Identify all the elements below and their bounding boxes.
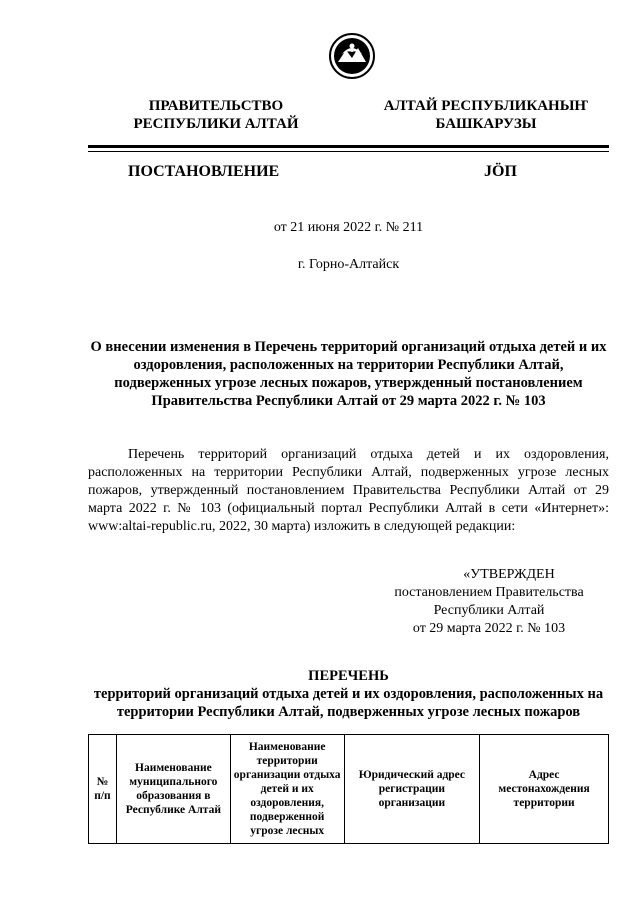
approval-stamp-line1: «УТВЕРЖДЕН [463, 567, 555, 582]
table-header-row [89, 735, 609, 844]
decree-label-ru: ПОСТАНОВЛЕНИЕ [128, 163, 280, 180]
list-heading [88, 667, 609, 721]
list-title: ПЕРЕЧЕНЬ [308, 668, 389, 684]
approval-stamp-line4: от 29 марта 2022 г. № 103 [412, 621, 566, 636]
table-header-territory-name: Наименование территории организации отдыха детей и их оздоровления, подверженной угрозе лесных [230, 735, 344, 844]
table-header-legal-address: Юридический адрес регистрации организации [344, 735, 480, 844]
government-name-alt-line2: БАШКАРУЗЫ [435, 116, 537, 132]
government-name-alt-line1: АЛТАЙ РЕСПУБЛИКАНЫҤ [383, 98, 589, 114]
list-subtitle: территорий организаций отдыха детей и их оздоровления, расположенных на территории Республики Алтай, подверженных угрозе лесных пожаров [93, 686, 604, 720]
table-header-number: № п/п [89, 735, 117, 844]
header-divider-thick [88, 145, 609, 148]
decree-city: г. Горно-Алтайск [297, 257, 400, 272]
table-header-municipality: Наименование муниципального образования в Республике Алтай [116, 735, 230, 844]
decree-label-alt: JÖП [484, 163, 517, 180]
table-header-territory-address: Адрес местонахождения территории [480, 735, 609, 844]
approval-stamp-line3: Республики Алтай [433, 603, 545, 618]
approval-stamp-line2: постановлением Правительства [394, 585, 584, 600]
decree-date: от 21 июня 2022 г. № 211 [273, 220, 424, 235]
body-paragraph: Перечень территорий организаций отдыха детей и их оздоровления, расположенных на территории Республики Алтай, подверженных угрозе лесных пожаров, утвержденный постановлением Правительства Республики Алтай от 29 марта 2022 г. № 103 (официальный портал Республики Алтай в сети «Интернет»: www:altai-republic.ru, 2022, 30 марта) изложить в следующей редакции: [88, 447, 609, 534]
document-title: О внесении изменения в Перечень территорий организаций отдыха детей и их оздоровления, расположенных на территории Республики Алтай, подверженных угрозе лесных пожаров, утвержденный постановлением Правительства Республики Алтай от 29 марта 2022 г. № 103 [90, 339, 607, 409]
government-name-ru [96, 97, 336, 133]
header-divider-thin [88, 151, 609, 152]
approval-stamp [350, 566, 628, 638]
territories-table [88, 734, 609, 844]
government-name-ru-line2: РЕСПУБЛИКИ АЛТАЙ [133, 116, 299, 132]
government-name-ru-line1: ПРАВИТЕЛЬСТВО [148, 98, 284, 114]
government-name-alt [366, 97, 606, 133]
coat-of-arms-icon [328, 32, 376, 80]
